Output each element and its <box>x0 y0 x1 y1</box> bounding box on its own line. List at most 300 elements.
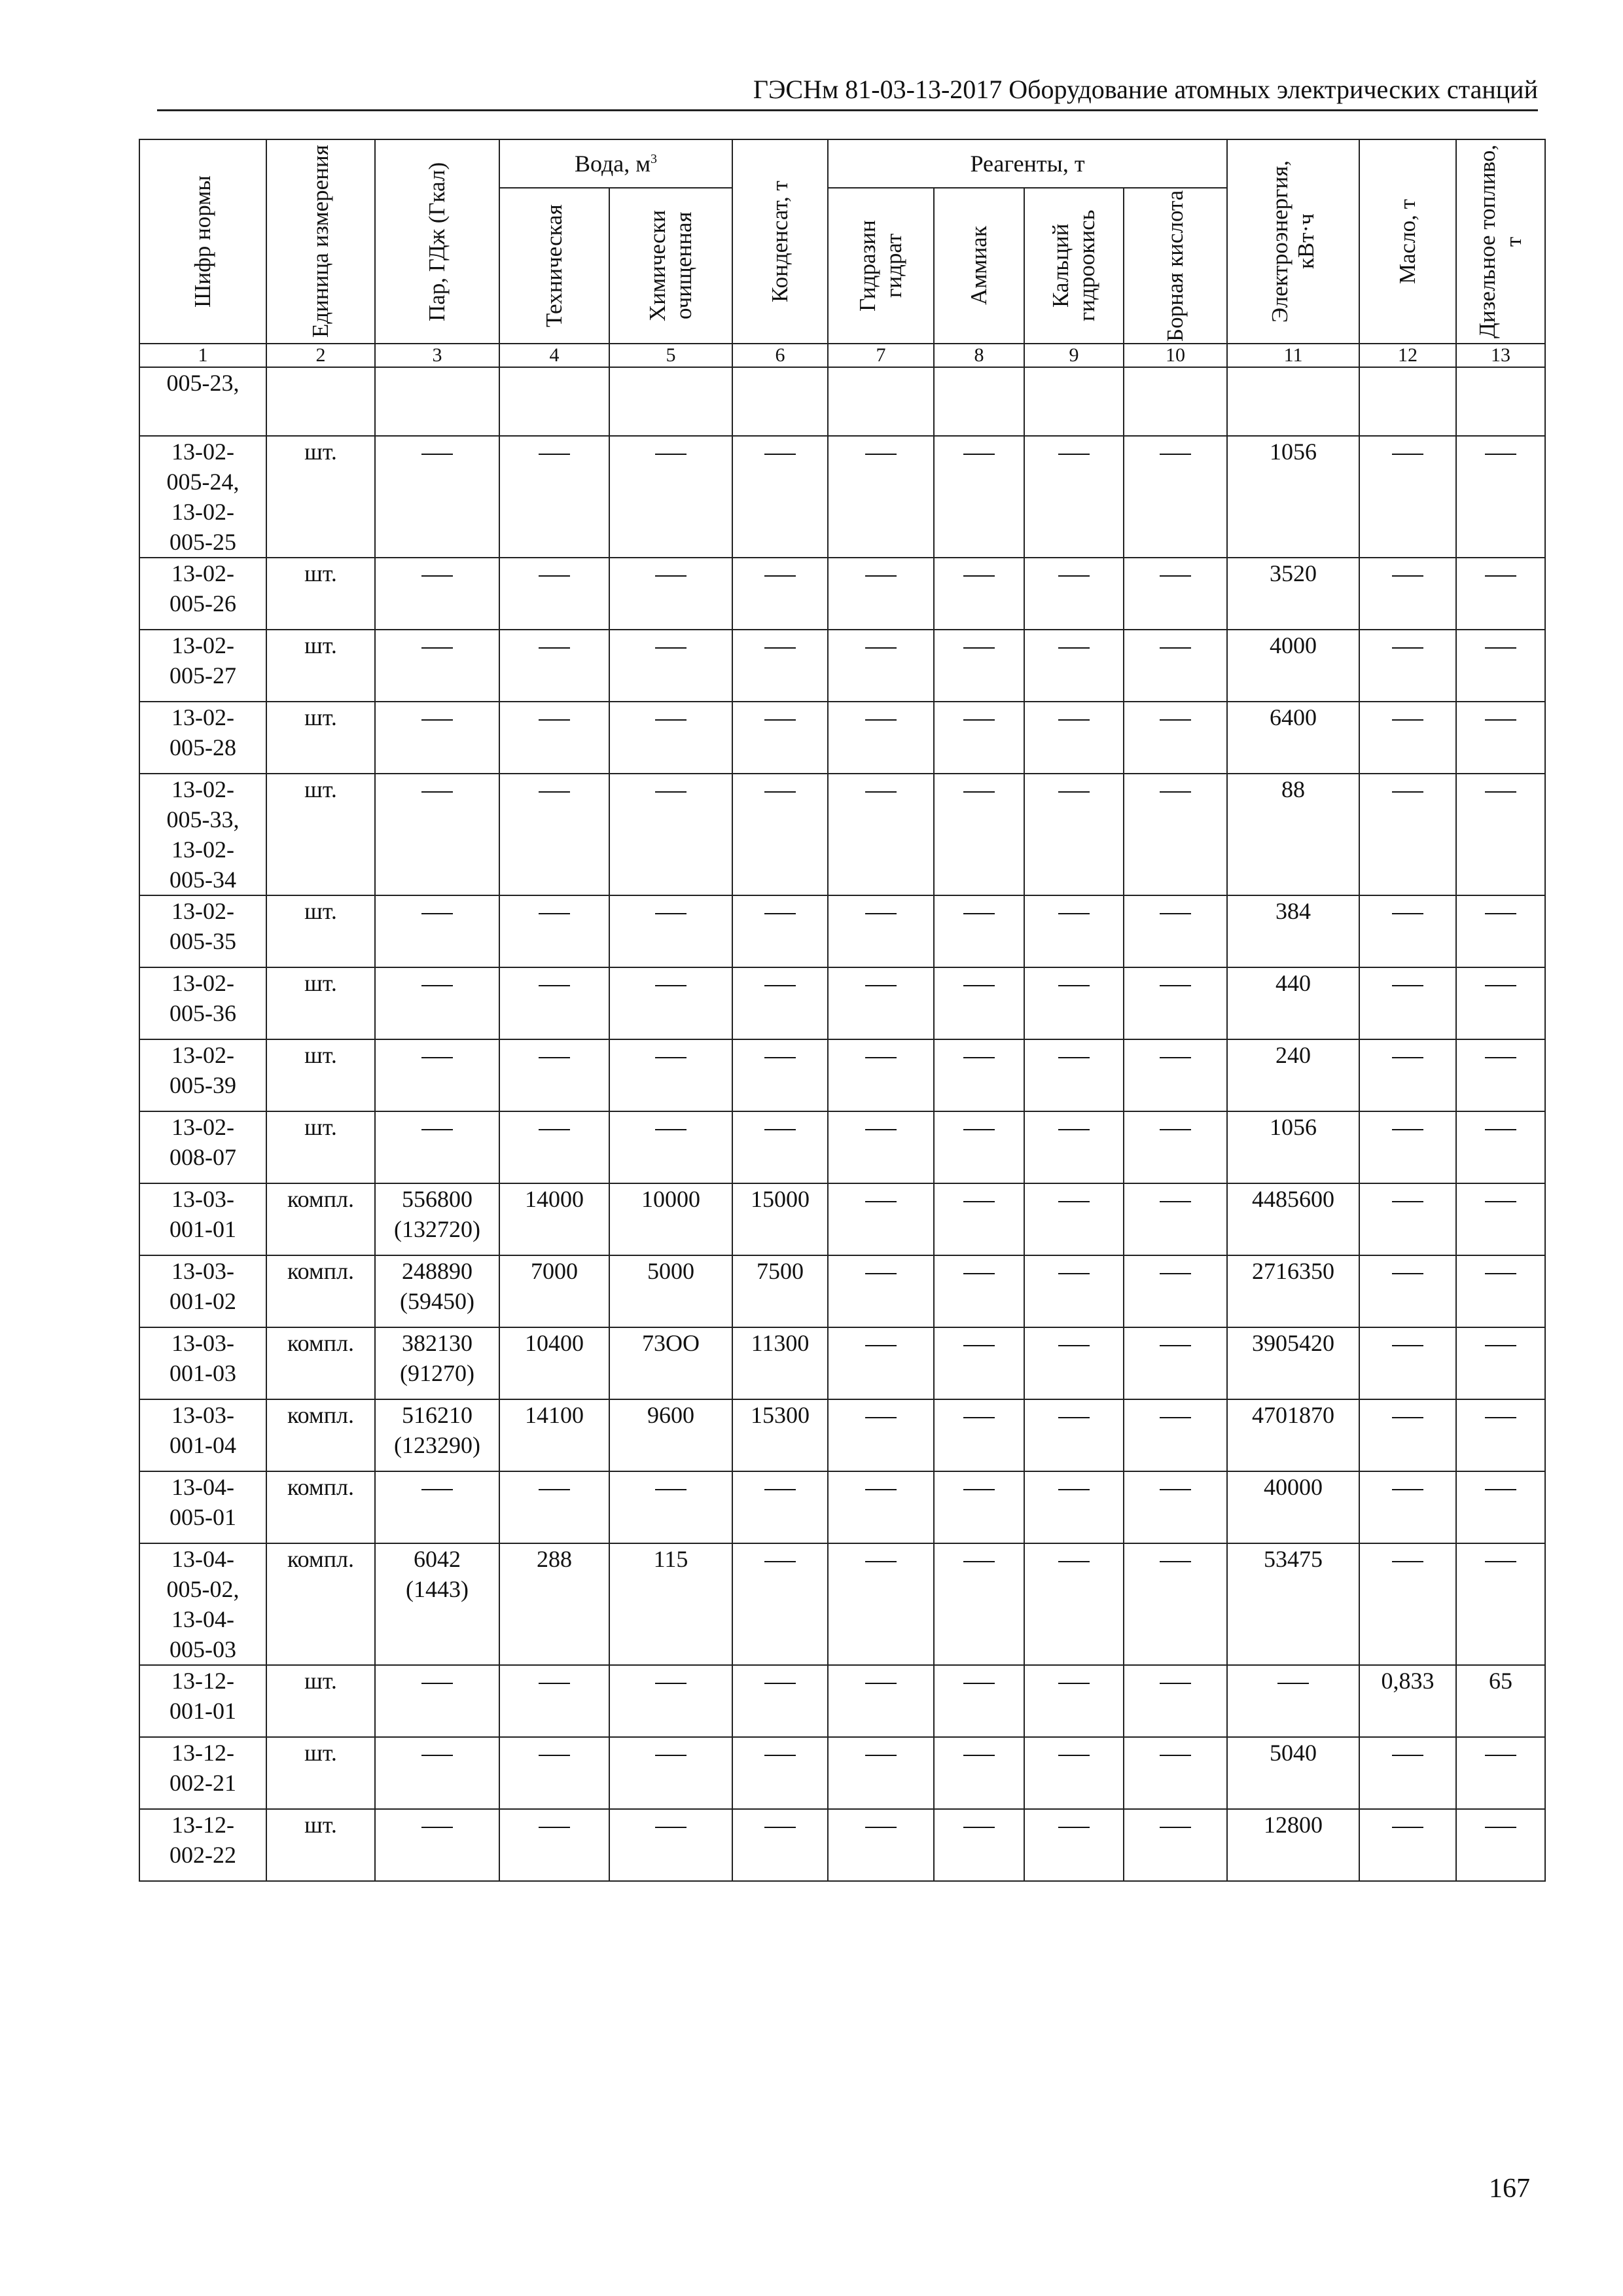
dash-cell <box>375 1665 499 1737</box>
dash-cell <box>375 1737 499 1809</box>
value-cell: 516210 (123290) <box>375 1399 499 1471</box>
dash-cell <box>1456 1809 1545 1881</box>
dash-mark <box>655 1057 687 1058</box>
norm-code-cell: 13-02- 008-07 <box>139 1111 266 1183</box>
unit-cell: компл. <box>266 1183 375 1255</box>
dash-mark <box>764 647 796 649</box>
value-cell: 4000 <box>1227 630 1359 702</box>
dash-mark <box>1058 1417 1090 1418</box>
dash-cell <box>732 1471 828 1543</box>
dash-mark <box>539 791 570 793</box>
dash-mark <box>1485 791 1516 793</box>
header-diesel: Дизельное топливо, т <box>1456 139 1545 344</box>
dash-mark <box>1392 1561 1423 1562</box>
dash-mark <box>865 1755 897 1756</box>
dash-mark <box>963 1683 995 1684</box>
dash-cell <box>609 1809 732 1881</box>
norm-code-cell: 13-02- 005-33, 13-02- 005-34 <box>139 774 266 895</box>
header-condensate: Конденсат, т <box>732 139 828 344</box>
dash-cell <box>1024 967 1124 1039</box>
dash-cell <box>499 774 609 895</box>
dash-cell <box>1359 1111 1456 1183</box>
dash-cell <box>1456 1543 1545 1665</box>
header-electricity: Электроэнергия, кВт·ч <box>1227 139 1359 344</box>
unit-cell: шт. <box>266 1111 375 1183</box>
value-cell: 240 <box>1227 1039 1359 1111</box>
value-cell <box>375 367 499 436</box>
norm-code-cell: 13-12- 002-21 <box>139 1737 266 1809</box>
dash-mark <box>539 913 570 914</box>
dash-cell <box>934 1039 1024 1111</box>
dash-mark <box>1485 1827 1516 1828</box>
dash-mark <box>1058 985 1090 986</box>
value-cell: 384 <box>1227 895 1359 967</box>
dash-cell <box>1456 436 1545 558</box>
unit-cell: шт. <box>266 1039 375 1111</box>
dash-mark <box>1485 1273 1516 1274</box>
dash-cell <box>1024 1039 1124 1111</box>
dash-cell <box>934 1809 1024 1881</box>
dash-cell <box>1124 1543 1227 1665</box>
unit-cell: шт. <box>266 967 375 1039</box>
dash-mark <box>865 1827 897 1828</box>
header-code: Шифр нормы <box>139 139 266 344</box>
dash-cell <box>1024 630 1124 702</box>
dash-cell <box>732 1665 828 1737</box>
table-row <box>139 1665 1545 1737</box>
dash-mark <box>1392 647 1423 649</box>
dash-mark <box>1485 1345 1516 1346</box>
dash-cell <box>499 630 609 702</box>
dash-cell <box>1359 1183 1456 1255</box>
dash-cell <box>828 1255 934 1327</box>
dash-mark <box>539 1057 570 1058</box>
dash-cell <box>934 1111 1024 1183</box>
dash-cell <box>375 1471 499 1543</box>
dash-cell <box>1227 1665 1359 1737</box>
dash-mark <box>1485 913 1516 914</box>
table-row <box>139 1183 1545 1255</box>
dash-cell <box>1024 1255 1124 1327</box>
unit-cell: шт. <box>266 436 375 558</box>
value-cell: 9600 <box>609 1399 732 1471</box>
dash-cell <box>609 1039 732 1111</box>
dash-mark <box>539 1489 570 1490</box>
dash-mark <box>1485 1417 1516 1418</box>
norm-code-cell: 005-23, <box>139 367 266 436</box>
dash-mark <box>1058 791 1090 793</box>
dash-mark <box>539 575 570 577</box>
dash-mark <box>1485 647 1516 649</box>
dash-cell <box>1124 1111 1227 1183</box>
table-row <box>139 1543 1545 1665</box>
dash-cell <box>1456 895 1545 967</box>
dash-mark <box>963 1057 995 1058</box>
dash-cell <box>1456 1327 1545 1399</box>
norm-code-cell: 13-04- 005-01 <box>139 1471 266 1543</box>
dash-mark <box>764 1129 796 1130</box>
dash-cell <box>499 558 609 630</box>
value-cell: 6400 <box>1227 702 1359 774</box>
header-steam: Пар, ГДж (Гкал) <box>375 139 499 344</box>
dash-cell <box>609 774 732 895</box>
dash-cell <box>1024 1399 1124 1471</box>
dash-cell <box>1124 1327 1227 1399</box>
table-row <box>139 558 1545 630</box>
dash-mark <box>655 454 687 455</box>
dash-mark <box>764 1489 796 1490</box>
value-cell: 7500 <box>732 1255 828 1327</box>
header-calcium: Кальций гидроокись <box>1024 188 1124 344</box>
unit-cell: шт. <box>266 895 375 967</box>
dash-mark <box>539 985 570 986</box>
dash-cell <box>499 1471 609 1543</box>
unit-cell: шт. <box>266 1809 375 1881</box>
dash-cell <box>732 436 828 558</box>
norms-table <box>139 139 1546 1882</box>
dash-cell <box>934 1183 1024 1255</box>
dash-mark <box>865 1345 897 1346</box>
dash-cell <box>375 895 499 967</box>
dash-mark <box>963 1129 995 1130</box>
dash-mark <box>963 985 995 986</box>
dash-mark <box>421 1827 453 1828</box>
value-cell <box>1227 367 1359 436</box>
value-cell: 12800 <box>1227 1809 1359 1881</box>
dash-cell <box>828 558 934 630</box>
value-cell: 1056 <box>1227 1111 1359 1183</box>
dash-cell <box>1456 1399 1545 1471</box>
dash-mark <box>539 1755 570 1756</box>
dash-cell <box>1359 630 1456 702</box>
dash-mark <box>655 985 687 986</box>
dash-mark <box>1160 1683 1191 1684</box>
dash-cell <box>1456 702 1545 774</box>
dash-cell <box>1456 774 1545 895</box>
dash-mark <box>1485 1201 1516 1202</box>
dash-cell <box>1024 702 1124 774</box>
column-number: 6 <box>732 344 828 367</box>
table-row <box>139 436 1545 558</box>
dash-cell <box>1456 1737 1545 1809</box>
dash-mark <box>1058 1561 1090 1562</box>
dash-mark <box>1277 1683 1309 1684</box>
dash-mark <box>1392 1273 1423 1274</box>
header-water-tech: Техническая <box>499 188 609 344</box>
dash-cell <box>1024 1809 1124 1881</box>
dash-cell <box>1024 895 1124 967</box>
value-cell: 556800 (132720) <box>375 1183 499 1255</box>
dash-cell <box>934 630 1024 702</box>
value-cell: 10000 <box>609 1183 732 1255</box>
dash-cell <box>934 558 1024 630</box>
dash-mark <box>1160 1129 1191 1130</box>
dash-mark <box>1160 454 1191 455</box>
dash-mark <box>1058 913 1090 914</box>
dash-mark <box>421 913 453 914</box>
dash-mark <box>421 1057 453 1058</box>
dash-cell <box>1456 630 1545 702</box>
dash-cell <box>1124 1255 1227 1327</box>
value-cell: 2716350 <box>1227 1255 1359 1327</box>
dash-mark <box>865 1489 897 1490</box>
dash-cell <box>732 774 828 895</box>
table-row <box>139 895 1545 967</box>
norm-code-cell: 13-04- 005-02, 13-04- 005-03 <box>139 1543 266 1665</box>
norm-code-cell: 13-03- 001-04 <box>139 1399 266 1471</box>
dash-mark <box>539 1683 570 1684</box>
dash-mark <box>764 1057 796 1058</box>
dash-mark <box>1392 1827 1423 1828</box>
dash-cell <box>609 1471 732 1543</box>
table-row <box>139 1737 1545 1809</box>
dash-mark <box>1485 1057 1516 1058</box>
norm-code-cell: 13-03- 001-01 <box>139 1183 266 1255</box>
dash-mark <box>1392 1755 1423 1756</box>
column-number: 9 <box>1024 344 1124 367</box>
page-header <box>157 73 1538 111</box>
dash-cell <box>1124 1039 1227 1111</box>
dash-cell <box>375 558 499 630</box>
dash-mark <box>539 454 570 455</box>
dash-mark <box>1160 1201 1191 1202</box>
dash-cell <box>609 558 732 630</box>
dash-mark <box>865 1201 897 1202</box>
dash-cell <box>828 630 934 702</box>
value-cell: 11300 <box>732 1327 828 1399</box>
dash-cell <box>1024 1111 1124 1183</box>
value-cell <box>1024 367 1124 436</box>
dash-cell <box>375 702 499 774</box>
norm-code-cell: 13-02- 005-39 <box>139 1039 266 1111</box>
dash-mark <box>865 1683 897 1684</box>
dash-cell <box>1456 1039 1545 1111</box>
value-cell <box>499 367 609 436</box>
dash-cell <box>934 774 1024 895</box>
value-cell <box>828 367 934 436</box>
dash-cell <box>375 436 499 558</box>
unit-cell: шт. <box>266 774 375 895</box>
dash-mark <box>865 647 897 649</box>
column-number: 11 <box>1227 344 1359 367</box>
dash-mark <box>655 719 687 721</box>
value-cell: 40000 <box>1227 1471 1359 1543</box>
dash-mark <box>764 575 796 577</box>
unit-cell: компл. <box>266 1543 375 1665</box>
value-cell: 288 <box>499 1543 609 1665</box>
dash-mark <box>865 454 897 455</box>
dash-mark <box>764 719 796 721</box>
dash-mark <box>1160 719 1191 721</box>
table-row <box>139 702 1545 774</box>
dash-mark <box>963 791 995 793</box>
value-cell: 53475 <box>1227 1543 1359 1665</box>
value-cell: 65 <box>1456 1665 1545 1737</box>
dash-cell <box>1024 436 1124 558</box>
dash-mark <box>1160 1755 1191 1756</box>
dash-cell <box>1124 436 1227 558</box>
dash-mark <box>421 454 453 455</box>
unit-cell: шт. <box>266 702 375 774</box>
value-cell: 1056 <box>1227 436 1359 558</box>
dash-mark <box>1160 1489 1191 1490</box>
dash-cell <box>1024 1543 1124 1665</box>
dash-cell <box>1024 1737 1124 1809</box>
dash-cell <box>732 1543 828 1665</box>
norm-code-cell: 13-02- 005-28 <box>139 702 266 774</box>
dash-cell <box>375 774 499 895</box>
dash-mark <box>655 913 687 914</box>
dash-cell <box>732 1809 828 1881</box>
table-row <box>139 774 1545 895</box>
dash-cell <box>732 895 828 967</box>
dash-cell <box>375 1039 499 1111</box>
dash-mark <box>421 1129 453 1130</box>
dash-cell <box>934 1737 1024 1809</box>
dash-cell <box>1359 702 1456 774</box>
dash-mark <box>1160 1345 1191 1346</box>
column-numbers-row <box>139 344 1545 367</box>
unit-cell: шт. <box>266 1737 375 1809</box>
column-number: 4 <box>499 344 609 367</box>
page-number: 167 <box>1489 2174 1530 2204</box>
norm-code-cell: 13-03- 001-03 <box>139 1327 266 1399</box>
dash-cell <box>1124 1809 1227 1881</box>
dash-cell <box>934 702 1024 774</box>
table-row <box>139 1399 1545 1471</box>
dash-cell <box>1124 1399 1227 1471</box>
dash-mark <box>1392 1129 1423 1130</box>
value-cell: 73OO <box>609 1327 732 1399</box>
dash-mark <box>1058 1201 1090 1202</box>
dash-mark <box>1160 575 1191 577</box>
dash-cell <box>1456 1183 1545 1255</box>
table-row <box>139 967 1545 1039</box>
dash-cell <box>1359 1399 1456 1471</box>
dash-cell <box>1024 558 1124 630</box>
dash-mark <box>963 1489 995 1490</box>
dash-mark <box>1058 1129 1090 1130</box>
dash-cell <box>1359 774 1456 895</box>
document-title: ГЭСНм 81-03-13-2017 Оборудование атомных электрических станций <box>753 75 1538 104</box>
dash-cell <box>828 895 934 967</box>
value-cell: 248890 (59450) <box>375 1255 499 1327</box>
dash-cell <box>1456 558 1545 630</box>
dash-mark <box>963 913 995 914</box>
table-row <box>139 367 1545 436</box>
dash-mark <box>764 1561 796 1562</box>
dash-mark <box>1160 913 1191 914</box>
dash-mark <box>1160 1827 1191 1828</box>
dash-mark <box>1485 1755 1516 1756</box>
value-cell: 6042 (1443) <box>375 1543 499 1665</box>
dash-mark <box>865 719 897 721</box>
value-cell: 382130 (91270) <box>375 1327 499 1399</box>
value-cell <box>609 367 732 436</box>
dash-mark <box>1058 647 1090 649</box>
dash-mark <box>1160 1561 1191 1562</box>
dash-cell <box>934 1543 1024 1665</box>
dash-mark <box>539 719 570 721</box>
value-cell <box>1456 367 1545 436</box>
column-number: 1 <box>139 344 266 367</box>
dash-mark <box>1160 647 1191 649</box>
dash-cell <box>1456 1255 1545 1327</box>
value-cell <box>1124 367 1227 436</box>
dash-mark <box>963 1755 995 1756</box>
dash-mark <box>963 647 995 649</box>
dash-mark <box>421 791 453 793</box>
dash-cell <box>1124 630 1227 702</box>
value-cell: 5000 <box>609 1255 732 1327</box>
table-row <box>139 1111 1545 1183</box>
dash-mark <box>421 719 453 721</box>
dash-cell <box>1359 436 1456 558</box>
dash-mark <box>1058 1345 1090 1346</box>
dash-cell <box>1124 558 1227 630</box>
dash-cell <box>609 630 732 702</box>
dash-cell <box>934 1471 1024 1543</box>
dash-cell <box>732 967 828 1039</box>
dash-mark <box>865 913 897 914</box>
norm-code-cell: 13-03- 001-02 <box>139 1255 266 1327</box>
dash-cell <box>934 436 1024 558</box>
dash-mark <box>1485 719 1516 721</box>
dash-mark <box>963 575 995 577</box>
dash-cell <box>828 1665 934 1737</box>
value-cell <box>934 367 1024 436</box>
dash-cell <box>828 1327 934 1399</box>
value-cell: 15000 <box>732 1183 828 1255</box>
dash-mark <box>1485 1489 1516 1490</box>
dash-mark <box>1058 1683 1090 1684</box>
header-unit: Единица измерения <box>266 139 375 344</box>
dash-mark <box>963 1273 995 1274</box>
dash-mark <box>764 985 796 986</box>
dash-mark <box>963 719 995 721</box>
dash-cell <box>1359 1039 1456 1111</box>
dash-mark <box>764 791 796 793</box>
dash-cell <box>828 774 934 895</box>
dash-cell <box>934 895 1024 967</box>
dash-cell <box>1359 558 1456 630</box>
dash-cell <box>1124 1183 1227 1255</box>
dash-cell <box>375 967 499 1039</box>
dash-cell <box>828 1471 934 1543</box>
norm-code-cell: 13-12- 001-01 <box>139 1665 266 1737</box>
header-water-group: Вода, $м^3$ <box>499 139 732 188</box>
dash-mark <box>963 1827 995 1828</box>
value-cell <box>732 367 828 436</box>
dash-cell <box>1359 967 1456 1039</box>
unit-cell: шт. <box>266 630 375 702</box>
dash-mark <box>865 1561 897 1562</box>
dash-cell <box>609 895 732 967</box>
dash-cell <box>609 702 732 774</box>
dash-mark <box>1485 1129 1516 1130</box>
dash-mark <box>655 647 687 649</box>
norm-code-cell: 13-02- 005-24, 13-02- 005-25 <box>139 436 266 558</box>
dash-mark <box>655 575 687 577</box>
dash-cell <box>499 1111 609 1183</box>
dash-cell <box>375 1111 499 1183</box>
dash-mark <box>865 791 897 793</box>
dash-mark <box>655 1827 687 1828</box>
dash-mark <box>1058 1057 1090 1058</box>
unit-cell: компл. <box>266 1471 375 1543</box>
value-cell: 115 <box>609 1543 732 1665</box>
dash-cell <box>732 558 828 630</box>
